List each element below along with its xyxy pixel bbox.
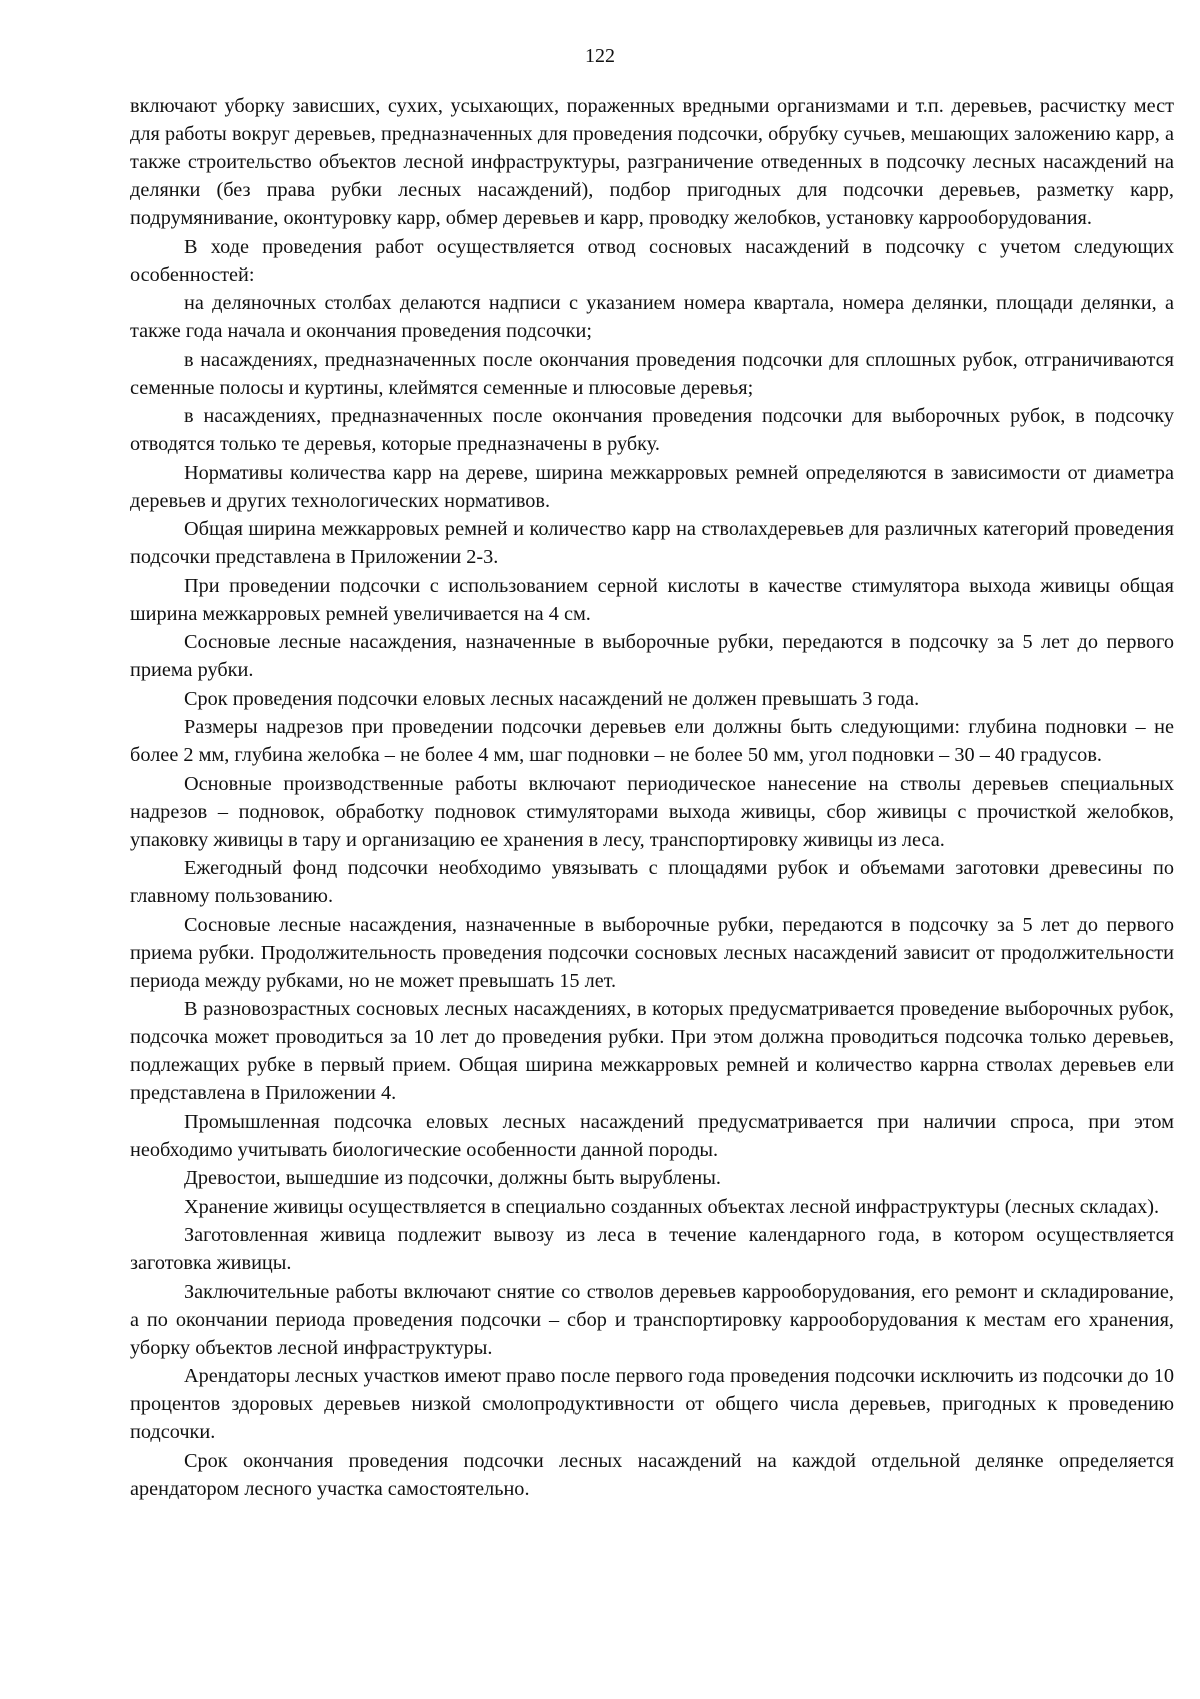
paragraph: В разновозрастных сосновых лесных насаждениях, в которых предусматривается проведение выборочных рубок, подсочка может проводиться за 10 лет до проведения рубки. При этом должна проводиться подсочка только деревьев, подлежащих рубке в первый прием. Общая ширина межкарровых ремней и количество каррна стволах деревьев ели представлена в Приложении 4.: [130, 998, 1174, 1104]
paragraph: Промышленная подсочка еловых лесных насаждений предусматривается при наличии спроса, при этом необходимо учитывать биологические особенности данной породы.: [130, 1110, 1174, 1161]
paragraph: Размеры надрезов при проведении подсочки деревьев ели должны быть следующими: глубина подновки – не более 2 мм, глубина желобка – не более 4 мм, шаг подновки – не более 50 мм, угол подновки – 30 – 40 градусов.: [130, 716, 1174, 766]
page-number: 122: [585, 45, 615, 67]
paragraph: Общая ширина межкарровых ремней и количество карр на стволахдеревьев для различных категорий проведения подсочки представлена в Приложении 2-3.: [130, 518, 1174, 568]
paragraph: Сосновые лесные насаждения, назначенные в выборочные рубки, передаются в подсочку за 5 лет до первого приема рубки. Продолжительность проведения подсочки сосновых лесных насаждений зависит от продолжительности периода между рубками, но не может превышать 15 лет.: [130, 913, 1174, 992]
paragraph: Сосновые лесные насаждения, назначенные в выборочные рубки, передаются в подсочку за 5 лет до первого приема рубки.: [130, 631, 1174, 681]
list-item-paragraph: в насаждениях, предназначенных после окончания проведения подсочки для сплошных рубок, отграничиваются семенные полосы и куртины, клеймятся семенные и плюсовые деревья;: [130, 348, 1174, 399]
paragraph-continuation: включают уборку зависших, сухих, усыхающих, пораженных вредными организмами и т.п. деревьев, расчистку мест для работы вокруг деревьев, предназначенных для проведения подсочки, обрубку сучьев, мешающих заложению карр, а также строительство объектов лесной инфраструктуры, разграничение отведенных в подсочку лесных насаждений на делянки (без права рубки лесных насаждений), подбор пригодных для подсочки деревьев, разметку карр, подрумянивание, оконтуровку карр, обмер деревьев и карр, проводку желобков, установку каррооборудования.: [130, 95, 1174, 229]
paragraph: Основные производственные работы включают периодическое нанесение на стволы деревьев специальных надрезов – подновок, обработку подновок стимуляторами выхода живицы, сбор живицы с прочисткой желобков, упаковку живицы в тару и организацию ее хранения в лесу, транспортировку живицы из леса.: [130, 772, 1174, 851]
paragraph: Срок проведения подсочки еловых лесных насаждений не должен превышать 3 года.: [184, 687, 920, 710]
body-text: [130, 92, 1174, 1503]
list-item-paragraph: в насаждениях, предназначенных после окончания проведения подсочки для выборочных рубок, в подсочку отводятся только те деревья, которые предназначены в рубку.: [130, 405, 1174, 455]
paragraph: Нормативы количества карр на дереве, ширина межкарровых ремней определяются в зависимости от диаметра деревьев и других технологических нормативов.: [130, 461, 1174, 512]
paragraph: Ежегодный фонд подсочки необходимо увязывать с площадями рубок и объемами заготовки древесины по главному пользованию.: [130, 857, 1174, 907]
paragraph: Арендаторы лесных участков имеют право после первого года проведения подсочки исключить из подсочки до 10 процентов здоровых деревьев низкой смолопродуктивности от общего числа деревьев, пригодных к проведению подсочки.: [130, 1365, 1174, 1443]
list-item-paragraph: на деляночных столбах делаются надписи с указанием номера квартала, номера делянки, площади делянки, а также года начала и окончания проведения подсочки;: [130, 292, 1174, 342]
paragraph: Заготовленная живица подлежит вывозу из леса в течение календарного года, в котором осуществляется заготовка живицы.: [130, 1224, 1174, 1274]
paragraph: Заключительные работы включают снятие со стволов деревьев каррооборудования, его ремонт и складирование, а по окончании периода проведения подсочки – сбор и транспортировку каррооборудования к местам его хранения, уборку объектов лесной инфраструктуры.: [130, 1280, 1174, 1359]
paragraph: Срок окончания проведения подсочки лесных насаждений на каждой отдельной делянке определяется арендатором лесного участка самостоятельно.: [130, 1449, 1174, 1500]
paragraph: При проведении подсочки с использованием серной кислоты в качестве стимулятора выхода живицы общая ширина межкарровых ремней увеличивается на 4 см.: [130, 574, 1174, 625]
paragraph: Древостои, вышедшие из подсочки, должны быть вырублены.: [184, 1167, 721, 1189]
paragraph: Хранение живицы осуществляется в специально созданных объектах лесной инфраструктуры (лесных складах).: [184, 1195, 1160, 1218]
paragraph: В ходе проведения работ осуществляется отвод сосновых насаждений в подсочку с учетом следующих особенностей:: [130, 235, 1174, 286]
